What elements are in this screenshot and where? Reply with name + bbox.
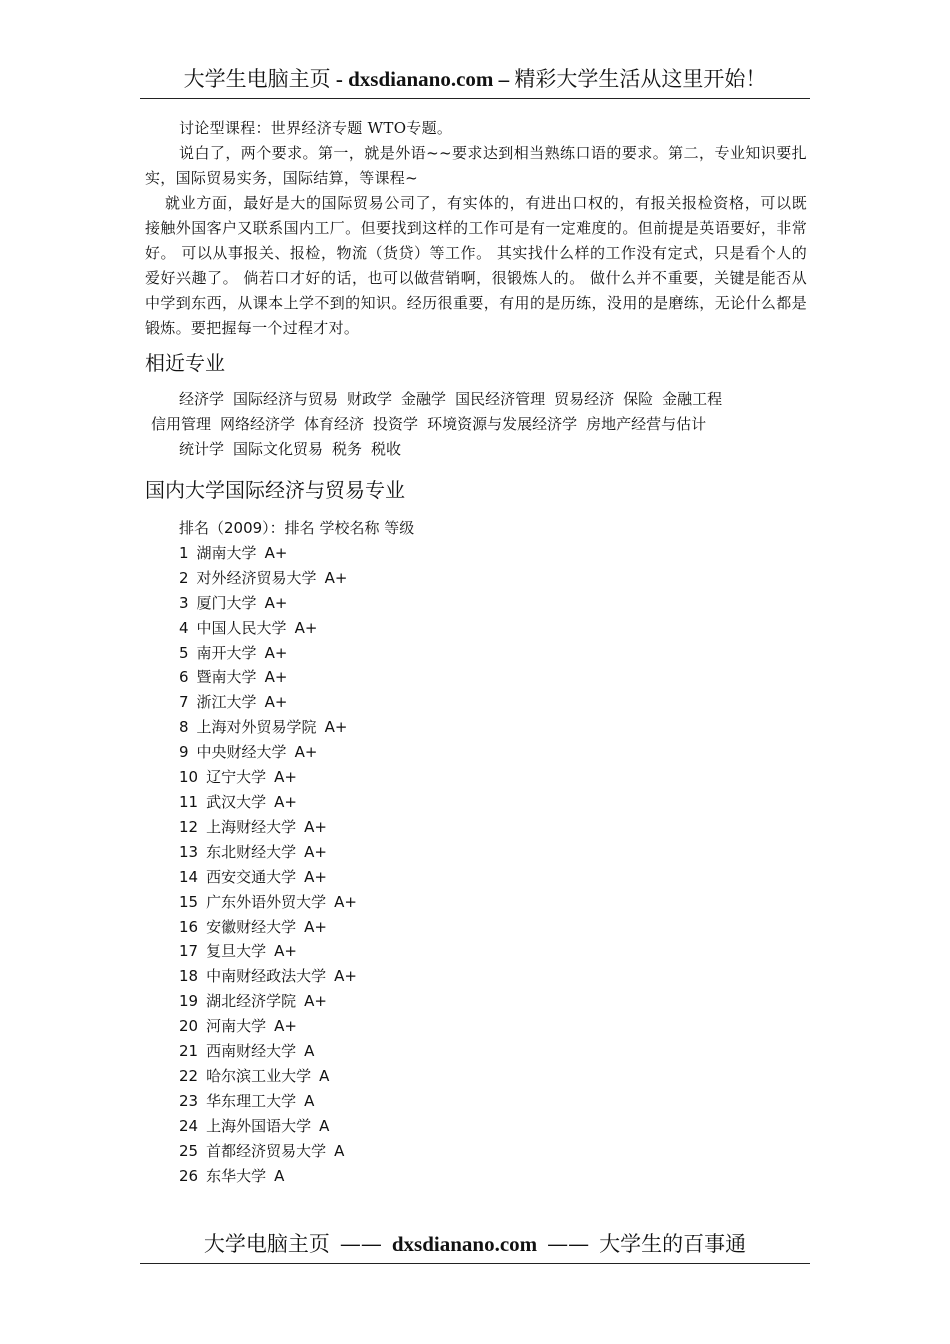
ranking-school: 南开大学	[196, 643, 257, 662]
ranking-school: 广东外语外贸大学	[206, 892, 327, 911]
ranking-row	[179, 665, 807, 690]
ranking-row	[179, 989, 807, 1014]
related-major-item: 体育经济	[304, 415, 365, 433]
main-content	[145, 116, 807, 1188]
ranking-rank: 22	[179, 1066, 199, 1085]
ranking-row	[179, 566, 807, 591]
ranking-grade: A+	[264, 693, 288, 712]
ranking-school: 对外经济贸易大学	[196, 568, 317, 587]
ranking-grade: A+	[304, 867, 327, 886]
footer-title-left: 大学电脑主页	[203, 1232, 330, 1256]
ranking-grade: A+	[274, 942, 297, 961]
related-major-item: 经济学	[179, 390, 225, 408]
ranking-school: 东北财经大学	[206, 842, 297, 861]
ranking-rank: 17	[179, 942, 199, 961]
footer-dash-1: ——	[339, 1232, 382, 1256]
related-major-item: 保险	[623, 390, 654, 408]
related-major-item: 国民经济管理	[455, 390, 546, 408]
ranking-rank: 9	[179, 743, 189, 762]
ranking-school: 中央财经大学	[196, 743, 287, 762]
ranking-row	[179, 715, 807, 740]
ranking-rank: 11	[179, 792, 199, 811]
ranking-grade: A+	[294, 618, 318, 637]
ranking-school: 辽宁大学	[206, 768, 267, 787]
related-major-item: 金融工程	[662, 390, 723, 408]
related-majors-list	[145, 387, 807, 462]
footer-slogan: 大学生的百事通	[599, 1232, 747, 1256]
ranking-row	[179, 765, 807, 790]
related-major-item: 税务	[332, 440, 363, 458]
ranking-grade: A	[334, 1141, 345, 1160]
ranking-grade: A+	[304, 842, 327, 861]
ranking-school: 哈尔滨工业大学	[206, 1066, 312, 1085]
ranking-grade: A+	[264, 668, 288, 687]
ranking-rank: 3	[179, 593, 189, 612]
ranking-rank: 7	[179, 693, 189, 712]
ranking-school: 上海外国语大学	[206, 1116, 312, 1135]
ranking-grade: A+	[324, 718, 348, 737]
ranking-school: 上海财经大学	[206, 817, 297, 836]
ranking-school: 西安交通大学	[206, 867, 297, 886]
ranking-row	[179, 541, 807, 566]
ranking-rank: 19	[179, 992, 199, 1011]
ranking-rank: 1	[179, 543, 189, 562]
ranking-school: 中国人民大学	[196, 618, 287, 637]
ranking-school: 湖南大学	[196, 543, 257, 562]
ranking-row	[179, 641, 807, 666]
ranking-row	[179, 964, 807, 989]
ranking-row	[179, 1089, 807, 1114]
ranking-row	[179, 591, 807, 616]
ranking-school: 复旦大学	[206, 942, 267, 961]
ranking-row	[179, 840, 807, 865]
related-major-item: 国际文化贸易	[233, 440, 324, 458]
ranking-row	[179, 1114, 807, 1139]
ranking-grade: A+	[274, 1017, 297, 1036]
ranking-grade: A+	[304, 817, 327, 836]
ranking-grade: A+	[334, 967, 357, 986]
ranking-row	[179, 1039, 807, 1064]
ranking-row	[179, 690, 807, 715]
paragraph-requirements: 说白了，两个要求。第一，就是外语~~要求达到相当熟练口语的要求。第二，专业知识要扎实，国际贸易实务，国际结算，等课程~	[145, 144, 807, 187]
ranking-row	[179, 815, 807, 840]
ranking-school: 首都经济贸易大学	[206, 1141, 327, 1160]
ranking-rank: 12	[179, 817, 199, 836]
ranking-grade: A+	[264, 593, 288, 612]
ranking-rank: 26	[179, 1166, 199, 1185]
ranking-rank: 16	[179, 917, 199, 936]
ranking-rank: 8	[179, 718, 189, 737]
ranking-rank: 24	[179, 1116, 199, 1135]
related-major-item: 国际经济与贸易	[233, 390, 339, 408]
ranking-rank: 4	[179, 618, 189, 637]
related-major-item: 环境资源与发展经济学	[427, 415, 578, 433]
ranking-row	[179, 865, 807, 890]
ranking-rank: 20	[179, 1017, 199, 1036]
ranking-grade: A+	[264, 643, 288, 662]
related-major-item: 统计学	[179, 440, 225, 458]
related-major-item: 信用管理	[151, 415, 212, 433]
ranking-row	[179, 1139, 807, 1164]
page-header	[140, 60, 810, 99]
ranking-grade: A	[319, 1116, 330, 1135]
paragraph-courses: 讨论型课程：世界经济专题 WTO专题。	[179, 119, 453, 137]
ranking-school: 武汉大学	[206, 792, 267, 811]
ranking-school: 浙江大学	[196, 693, 257, 712]
ranking-school: 厦门大学	[196, 593, 257, 612]
ranking-rank: 18	[179, 967, 199, 986]
ranking-list	[145, 516, 807, 1188]
ranking-rank: 13	[179, 842, 199, 861]
ranking-grade: A+	[334, 892, 357, 911]
related-major-item: 税收	[371, 440, 402, 458]
ranking-row	[179, 740, 807, 765]
ranking-section-title: 国内大学国际经济与贸易专业	[145, 478, 405, 502]
ranking-row	[179, 1014, 807, 1039]
ranking-grade: A	[319, 1066, 330, 1085]
ranking-rank: 23	[179, 1091, 199, 1110]
ranking-grade: A	[304, 1091, 315, 1110]
ranking-rank: 25	[179, 1141, 199, 1160]
ranking-rank: 2	[179, 568, 189, 587]
ranking-school: 湖北经济学院	[206, 992, 297, 1011]
ranking-rank: 10	[179, 768, 199, 787]
page-footer	[140, 1225, 810, 1264]
ranking-rank: 14	[179, 867, 199, 886]
ranking-school: 暨南大学	[196, 668, 257, 687]
ranking-grade: A+	[324, 568, 348, 587]
ranking-rank: 6	[179, 668, 189, 687]
ranking-school: 中南财经政法大学	[206, 967, 327, 986]
ranking-school: 东华大学	[206, 1166, 267, 1185]
ranking-row	[179, 1164, 807, 1189]
ranking-grade: A	[274, 1166, 285, 1185]
footer-dash-2: ——	[547, 1232, 590, 1256]
ranking-row	[179, 939, 807, 964]
related-major-item: 网络经济学	[220, 415, 296, 433]
ranking-rank: 15	[179, 892, 199, 911]
ranking-row	[179, 890, 807, 915]
ranking-row	[179, 1064, 807, 1089]
ranking-row	[179, 790, 807, 815]
ranking-row	[179, 915, 807, 940]
ranking-grade: A+	[304, 917, 327, 936]
header-title-left: 大学生电脑主页	[183, 67, 331, 91]
related-major-item: 房地产经营与估计	[586, 415, 707, 433]
ranking-school: 华东理工大学	[206, 1091, 297, 1110]
ranking-grade: A+	[304, 992, 327, 1011]
related-major-item: 投资学	[373, 415, 419, 433]
related-major-item: 贸易经济	[554, 390, 615, 408]
ranking-grade: A+	[264, 543, 288, 562]
header-slogan: 精彩大学生活从这里开始！	[514, 67, 767, 91]
ranking-school: 河南大学	[206, 1017, 267, 1036]
ranking-school: 安徽财经大学	[206, 917, 297, 936]
header-site-name: - dxsdianano.com –	[330, 67, 515, 91]
ranking-grade: A+	[274, 792, 297, 811]
ranking-grade: A+	[294, 743, 318, 762]
related-majors-title: 相近专业	[145, 351, 225, 375]
related-major-item: 金融学	[401, 390, 447, 408]
related-major-item: 财政学	[347, 390, 393, 408]
ranking-school: 西南财经大学	[206, 1042, 297, 1061]
ranking-row	[179, 616, 807, 641]
ranking-grade: A	[304, 1042, 315, 1061]
ranking-rank: 21	[179, 1042, 199, 1061]
paragraph-employment: 就业方面，最好是大的国际贸易公司了，有实体的，有进出口权的，有报关报检资格，可以既接触外国客户又联系国内工厂。但要找到这样的工作可是有一定难度的。但前提是英语要好，非常好。 可以从事报关、报检，物流（货贷）等工作。 其实找什么样的工作没有定式，只是看个人的爱好兴趣了。 倘若口才好的话，也可以做营销啊，很锻炼人的。 做什么并不重要，关键是能否从中学到东西，从课本上学不到的知识。经历很重要，有用的是历练，没用的是磨练，无论什么都是锻炼。要把握每一个过程才对。	[145, 194, 807, 337]
ranking-grade: A+	[274, 768, 297, 787]
ranking-school: 上海对外贸易学院	[196, 718, 317, 737]
footer-site-name: dxsdianano.com	[391, 1232, 538, 1256]
ranking-header: 排名（2009）：排名 学校名称 等级	[179, 519, 415, 537]
ranking-rank: 5	[179, 643, 189, 662]
